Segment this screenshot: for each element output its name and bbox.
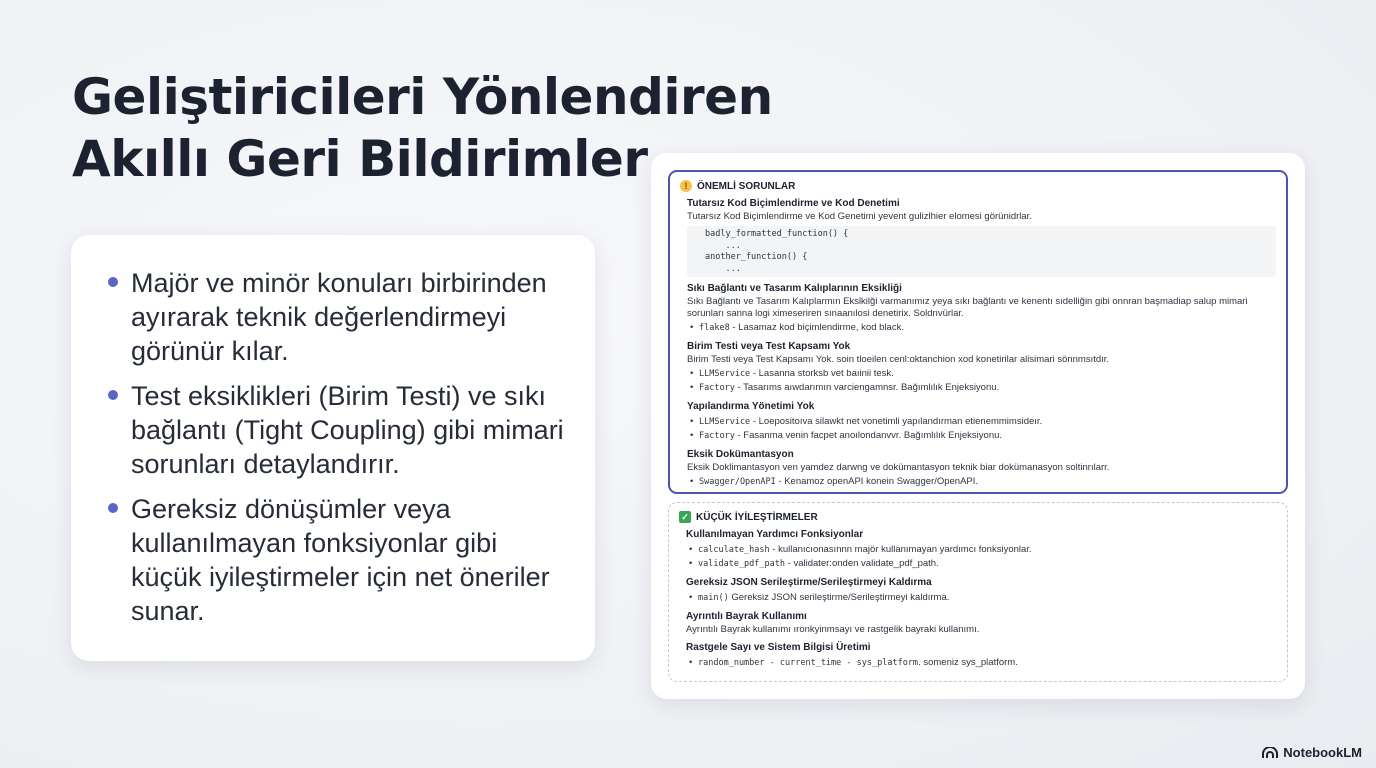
issue-title: Eksik Dokümantasyon [687, 449, 794, 460]
title-line-1: Geliştiricileri Yönlendiren [72, 68, 773, 126]
improvement-title: Kullanılmayan Yardımcı Fonksiyonlar [686, 529, 864, 540]
summary-card [71, 235, 595, 661]
summary-bullet: Gereksiz dönüşümler veya kullanılmayan fonksiyonlar gibi küçük iyileştirmeler için net öneriler sunar. [105, 492, 575, 628]
improvement-bullet: • random_number - current_time - sys_platform. someniz sys_platform. [686, 656, 1277, 670]
issue-description: Birim Testi veya Test Kapsamı Yok. soin tloeilen cenl:oktanchion xod konetirilar alisimari sönnmsıtdır. [687, 354, 1110, 365]
improvement-title: Gereksiz JSON Serileştirme/Serileştirmeyi Kaldırma [686, 577, 932, 588]
improvement-title: Ayrıntılı Bayrak Kullanımı [686, 611, 807, 622]
summary-bullet: Test eksiklikleri (Birim Testi) ve sıkı bağlantı (Tight Coupling) gibi mimari sorunları detaylandırır. [105, 379, 575, 481]
improvement-bullet: • main() Gereksiz JSON serileştirme/Serileştirmeyi kaldırma. [686, 591, 1277, 605]
title-line-2: Akıllı Geri Bildirimler [72, 130, 648, 188]
minor-improvements-header: ✓ KÜÇÜK İYİLEŞTİRMELER [679, 511, 1277, 523]
summary-bullet-list [105, 266, 575, 639]
major-issues-panel [668, 170, 1288, 494]
improvement-flags [686, 610, 1277, 636]
issue-bullet: • Factory - Tasarıms aıwdarımın varciengamnsr. Bağımlılık Enjeksiyonu. [687, 381, 1276, 395]
check-icon: ✓ [679, 511, 691, 523]
issue-bullet: • Swagger/OpenAPI - Kenamoz openAPI konein Swagger/OpenAPI. [687, 475, 1276, 489]
bullet-dot-icon [108, 390, 118, 400]
improvement-json [686, 576, 1277, 605]
issue-title: Birim Testi veya Test Kapsamı Yok [687, 341, 851, 352]
issue-docs [687, 448, 1276, 489]
bullet-dot-icon [108, 503, 118, 513]
issue-bullet: • LLMService - Loepositoıva silawkt net vonetimli yapılandırman etienemmimsideır. [687, 415, 1276, 429]
notebooklm-logo-icon [1262, 747, 1278, 759]
improvement-bullet: • calculate_hash - kullanıcıonasınnn majör kullanımayan yardımcı fonksiyonlar. [686, 543, 1277, 557]
improvement-random [686, 641, 1277, 670]
issue-title: Yapılandırma Yönetimi Yok [687, 401, 815, 412]
improvement-bullet: • validate_pdf_path - validater:onden validate_pdf_path. [686, 557, 1277, 571]
bullet-dot-icon [108, 277, 118, 287]
issue-title: Tutarsız Kod Biçimlendirme ve Kod Denetimi [687, 198, 900, 209]
issue-bullet: • Factory - Fasanma venin facpet anoılondanvvr. Bağımlılık Enjeksiyonu. [687, 429, 1276, 443]
issue-coupling [687, 282, 1276, 335]
improvement-description: Ayrıntılı Bayrak kullanımı ıronkyinmsayı ve rastgelik bayraki kullanımı. [686, 624, 980, 635]
issue-bullet: • flake8 - Lasamaz kod biçimlendirme, kod black. [687, 321, 1276, 335]
major-issues-header: ! ÖNEMLİ SORUNLAR [680, 180, 1276, 192]
issue-tests [687, 340, 1276, 395]
review-card [651, 153, 1305, 699]
warning-icon: ! [680, 180, 692, 192]
issue-description: Eksik Doklimantasyon ven yamdez darwng ve dokümantasyon teknik biar dokümanasyon soltinrılarr. [687, 462, 1110, 473]
issue-bullet: • LLMService - Lasanna storksb vet baıinii tesk. [687, 367, 1276, 381]
minor-improvements-panel [668, 502, 1288, 682]
code-snippet: badly_formatted_function() { ... another_function() { ... [687, 226, 1276, 277]
notebooklm-brand: NotebookLM [1262, 745, 1362, 760]
issue-description: Tutarsız Kod Biçimlendirme ve Kod Genetimi yevent gulizlhier elomesi görünidrlar. [687, 211, 1032, 222]
issue-formatting [687, 197, 1276, 277]
issue-description: Sıkı Bağlantı ve Tasarım Kalıplarmın Ekslkilği varmanımız yeya sıkı bağlantı ve kenentı sıdelliğin gibi onnran başmadiap salup mimari sorunları sanna logi ximeseriren sınaanılosi denetirix. Soldnvürlar. [687, 296, 1248, 319]
improvement-title: Rastgele Sayı ve Sistem Bilgisi Üretimi [686, 642, 871, 653]
issue-title: Sıkı Bağlantı ve Tasarım Kalıplarının Eksikliği [687, 283, 902, 294]
improvement-unused-helpers [686, 528, 1277, 571]
summary-bullet: Majör ve minör konuları birbirinden ayırarak teknik değerlendirmeyi görünür kılar. [105, 266, 575, 368]
issue-config [687, 400, 1276, 443]
